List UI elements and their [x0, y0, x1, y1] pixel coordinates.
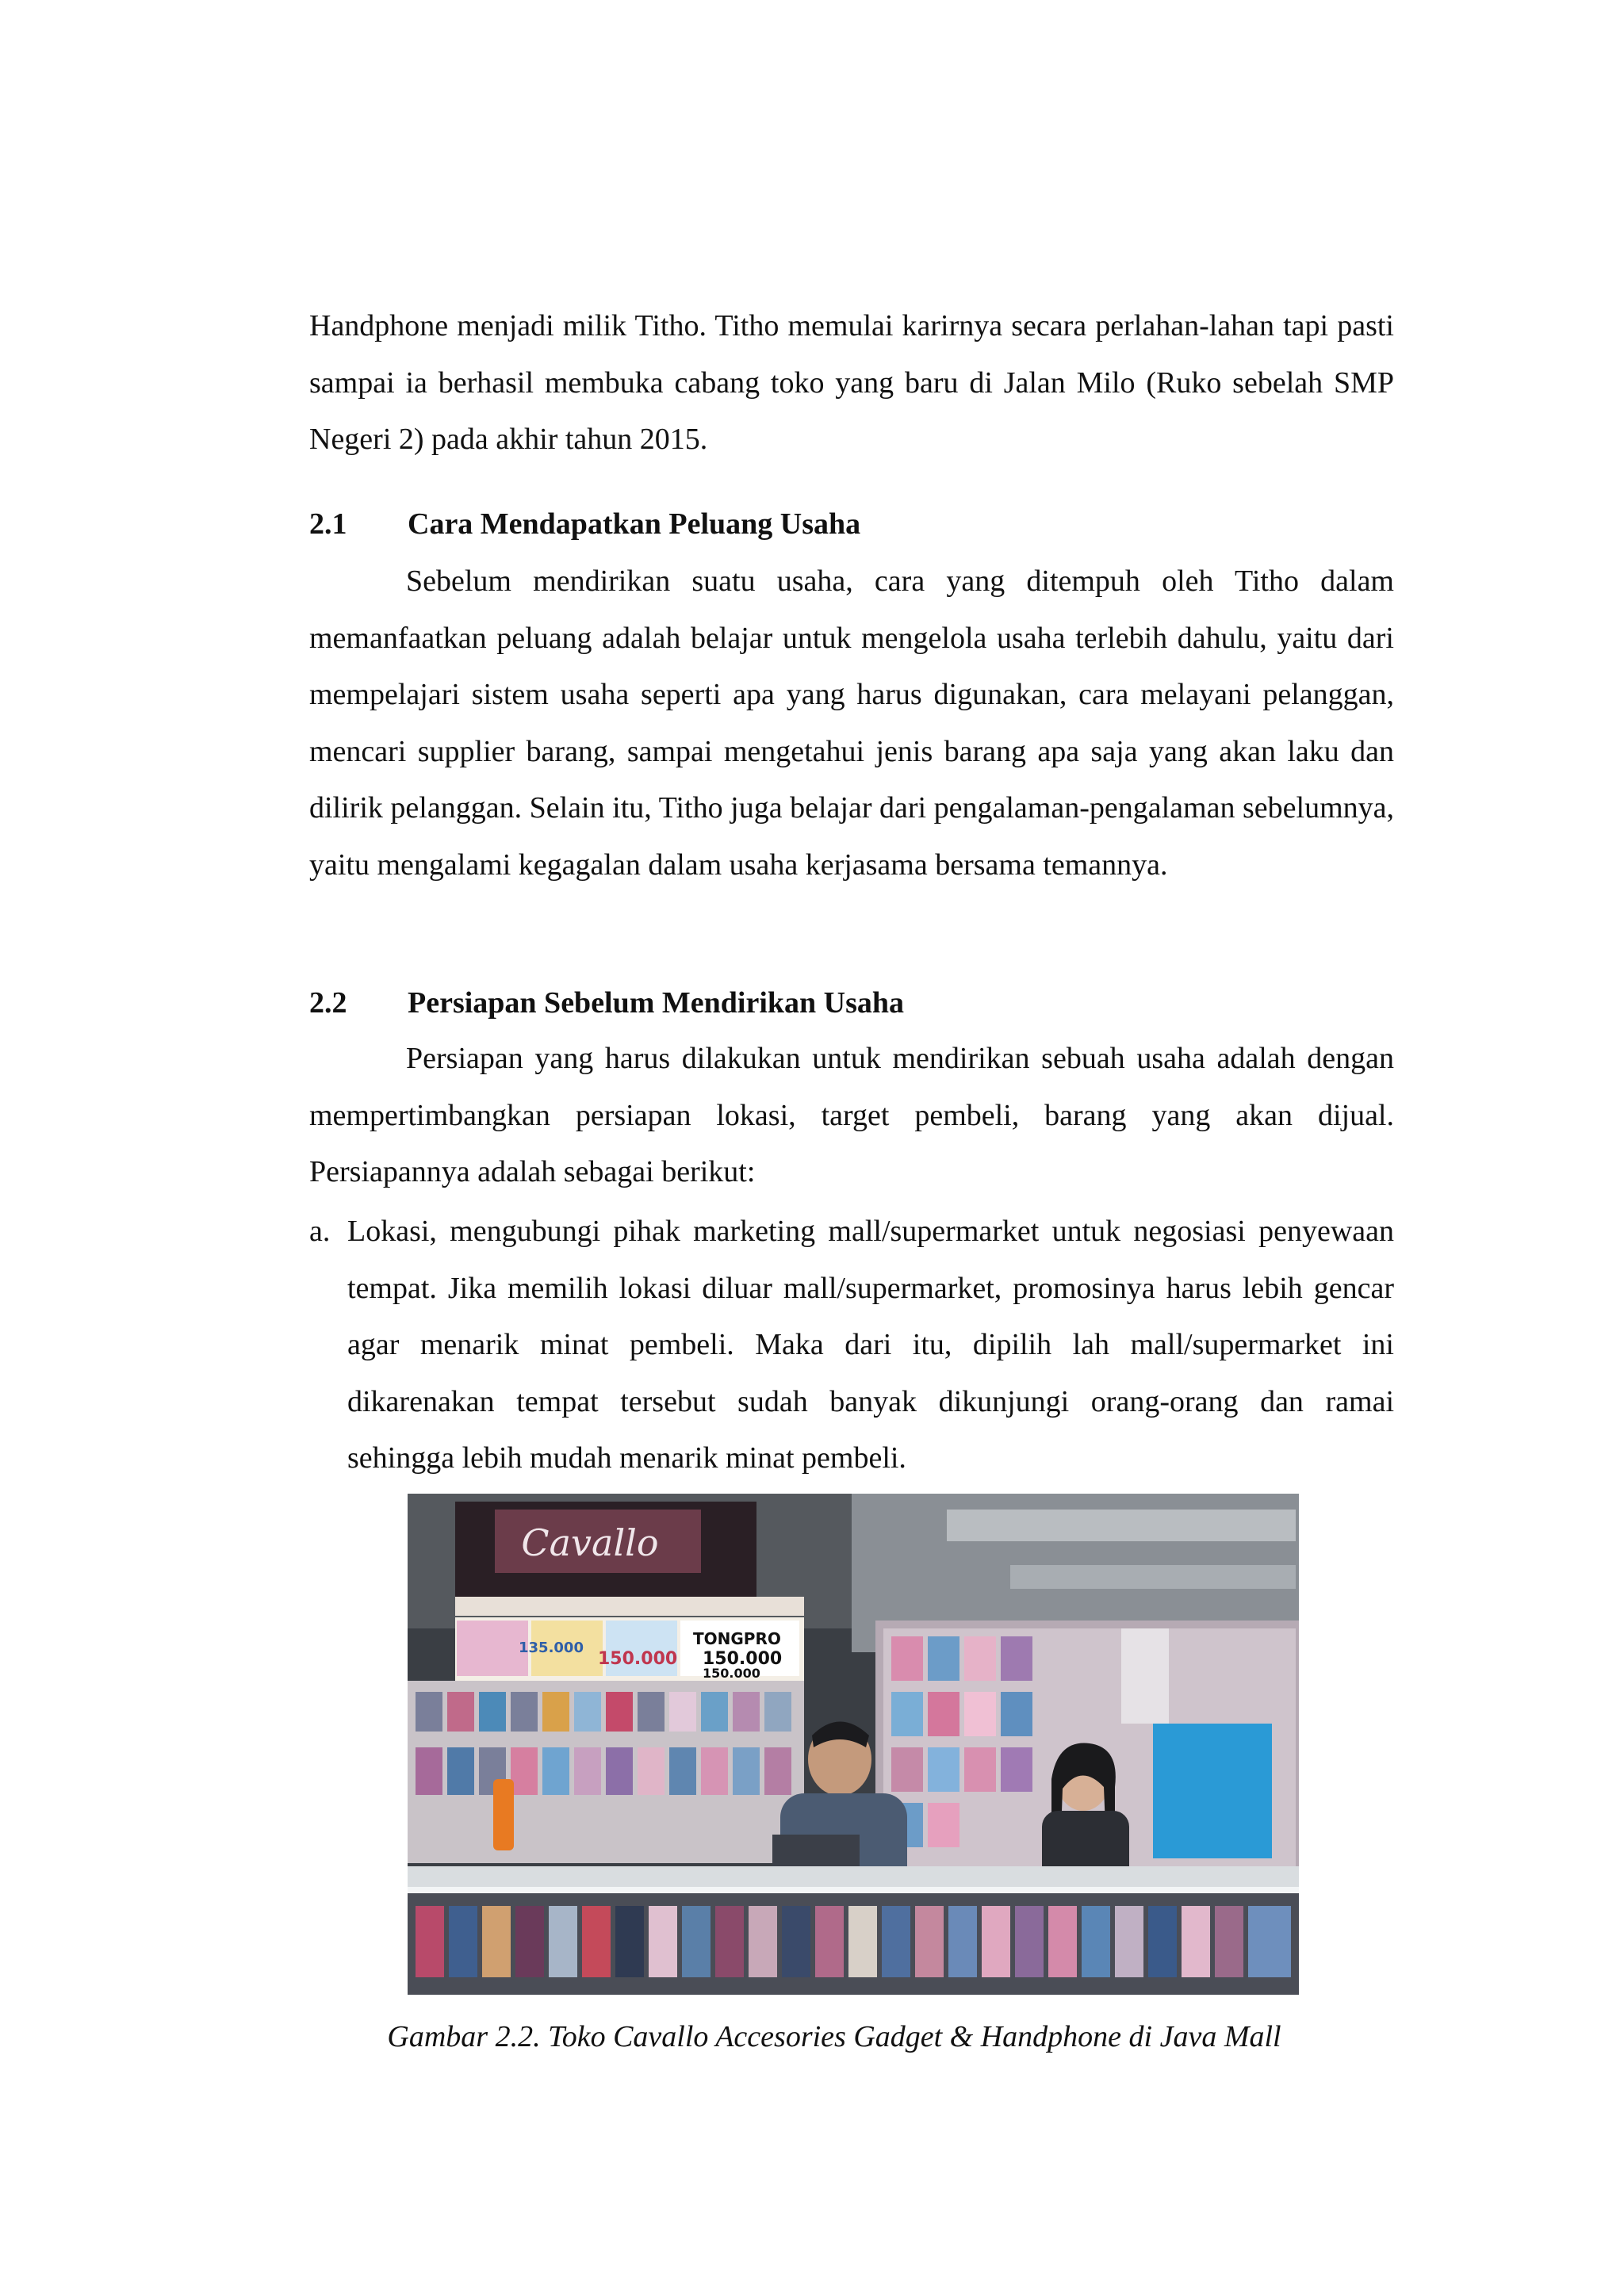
section-heading-2-2	[309, 983, 904, 1023]
section-title: Persiapan Sebelum Mendirikan Usaha	[408, 986, 905, 1020]
section-2-1-paragraph: Sebelum mendirikan suatu usaha, cara yang ditempuh oleh Titho dalam memanfaatkan peluang adalah belajar untuk mengelola usaha terlebih dahulu, yaitu dari mempelajari sistem usaha seperti apa yang harus digunakan, cara melayani pelanggan, mencari supplier barang, sampai mengetahui jenis barang apa saja yang akan laku dan dilirik pelanggan. Selain itu, Titho juga belajar dari pengalaman-pengalaman sebelumnya, yaitu mengalami kegagalan dalam usaha kerjasama bersama temannya.	[309, 564, 1394, 882]
figure-caption-text: Gambar 2.2. Toko Cavallo Accesories Gadget & Handphone di Java Mall	[387, 2020, 1281, 2053]
list-marker: a.	[309, 1215, 331, 1248]
list-item	[309, 1203, 1394, 1487]
section-number: 2.1	[309, 507, 347, 541]
section-heading-2-1	[309, 504, 860, 544]
figure-caption	[0, 2017, 1624, 2057]
price-tag: TONGPRO	[693, 1629, 781, 1648]
price-tag: 135.000	[519, 1640, 584, 1656]
price-tag: 150.000	[703, 1649, 783, 1669]
section-title: Cara Mendapatkan Peluang Usaha	[408, 507, 861, 541]
intro-paragraph: Handphone menjadi milik Titho. Titho memulai karirnya secara perlahan-lahan tapi pasti sampai ia berhasil membuka cabang toko yang baru di Jalan Milo (Ruko sebelah SMP Negeri 2) pada akhir tahun 2015.	[309, 309, 1394, 456]
list-item-text: Lokasi, mengubungi pihak marketing mall/supermarket untuk negosiasi penyewaan tempat. Jika memilih lokasi diluar mall/supermarket, promosinya harus lebih gencar agar menarik minat pembeli. Maka dari itu, dipilih lah mall/supermarket ini dikarenakan tempat tersebut sudah banyak dikunjungi orang-orang dan ramai sehingga lebih mudah menarik minat pembeli.	[347, 1215, 1394, 1475]
sign-text: Cavallo	[521, 1521, 659, 1564]
section-number: 2.2	[309, 986, 347, 1020]
price-tag: 150.000	[703, 1666, 760, 1681]
price-tag: 150.000	[598, 1649, 678, 1669]
section-2-2-paragraph: Persiapan yang harus dilakukan untuk mendirikan sebuah usaha adalah dengan mempertimbangkan persiapan lokasi, target pembeli, barang yang akan dijual. Persiapannya adalah sebagai berikut:	[309, 1042, 1394, 1188]
store-photo	[408, 1494, 1299, 1995]
